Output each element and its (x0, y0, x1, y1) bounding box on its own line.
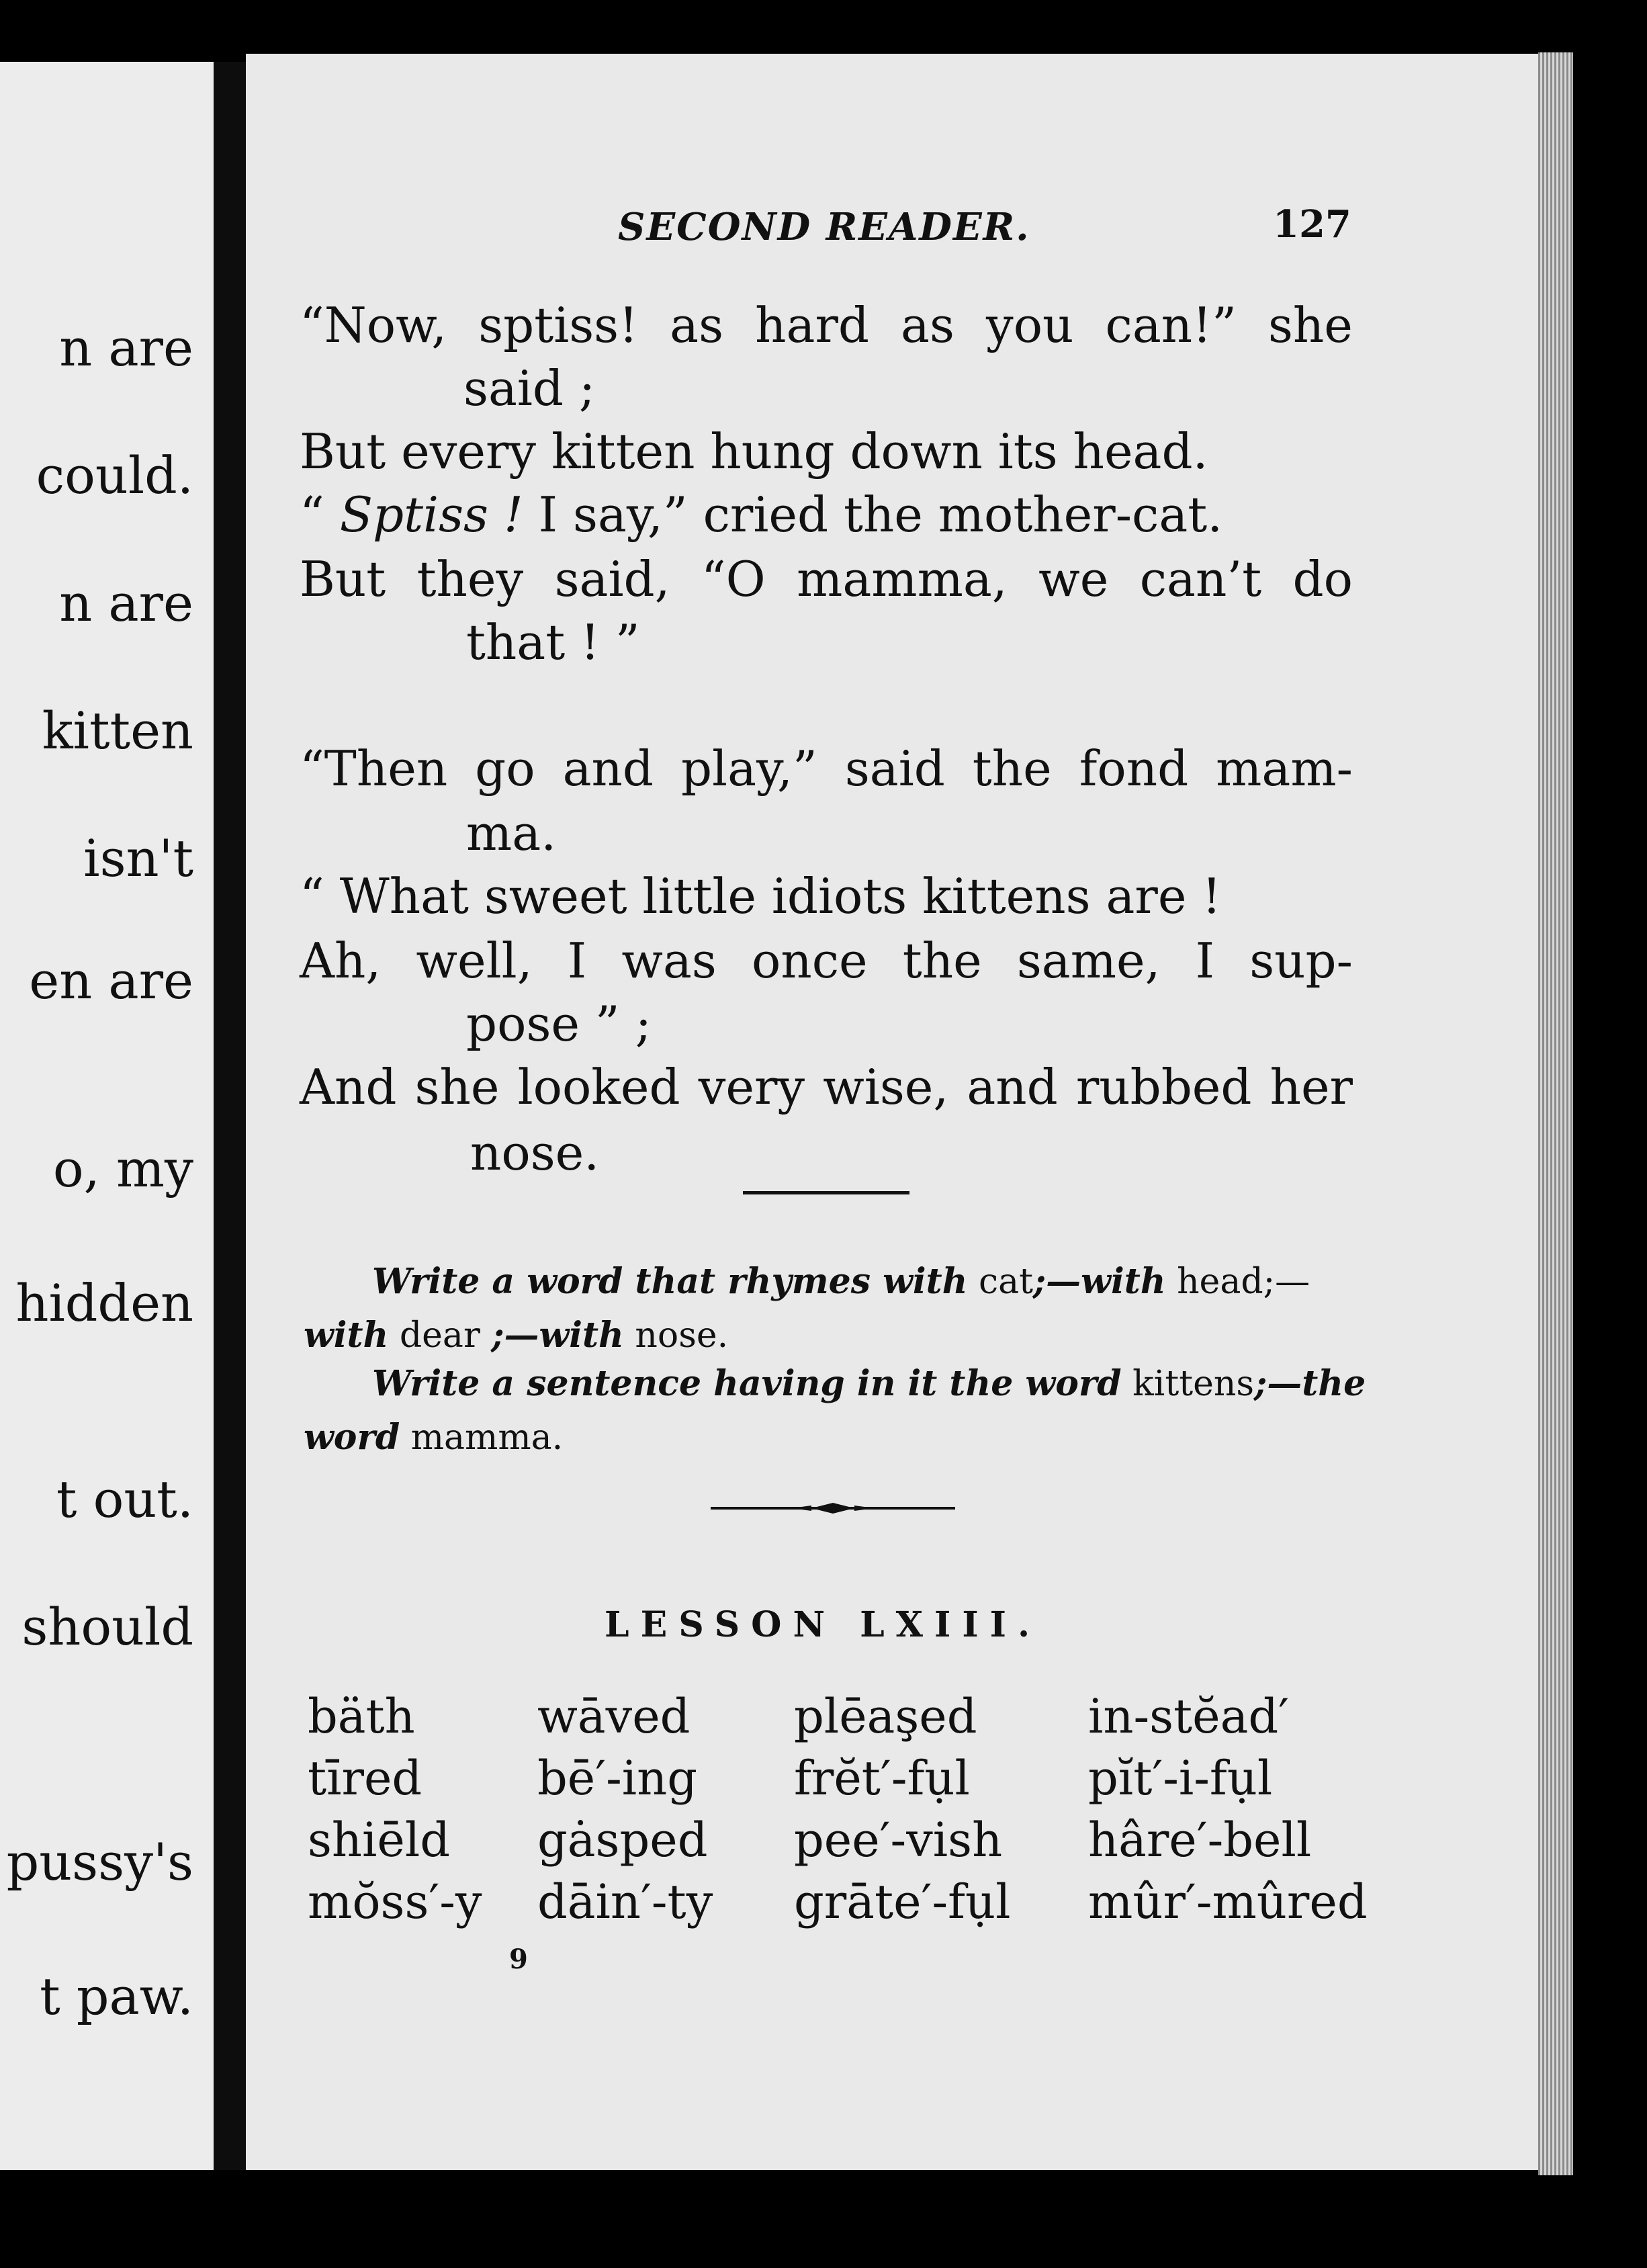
running-title: SECOND READER. (618, 205, 1030, 249)
exercise-line (304, 1261, 1358, 1302)
verse-word: once (751, 932, 868, 989)
section-divider (743, 1191, 909, 1194)
left-page-line: t paw. (40, 1966, 193, 2026)
verse-word: But (300, 551, 386, 607)
exercise-word: dear (399, 1315, 480, 1356)
left-page-line: t out. (56, 1469, 193, 1529)
exercise-connector: ;—with (491, 1315, 624, 1356)
verse-word: the (972, 740, 1052, 797)
spelling-word: pee′-vish (794, 1813, 1003, 1868)
left-page-line: could. (36, 445, 193, 505)
verse-line (300, 486, 1223, 543)
spelling-word: bäth (308, 1689, 415, 1744)
exercise-connector: word (304, 1417, 400, 1458)
verse-word: can!” (1105, 297, 1237, 353)
left-page-line: n are (59, 573, 193, 633)
verse-word: she (414, 1059, 500, 1115)
verse-word: looked (517, 1059, 680, 1115)
quote-mark: “ (300, 486, 340, 543)
verse-word: go (475, 740, 535, 797)
exercise-word: head (1177, 1262, 1263, 1302)
verse-word: same, (1016, 932, 1161, 989)
verse-word: sptiss! (478, 297, 639, 353)
verse-word: said, (554, 551, 670, 607)
verse-line: “ What sweet little idiots kittens are ! (300, 868, 1222, 924)
verse-word: do (1292, 551, 1353, 607)
verse-word: as (901, 297, 954, 353)
verse-line (300, 932, 1353, 989)
verse-word: can’t (1139, 551, 1262, 607)
spelling-word: bē′-ing (537, 1751, 698, 1806)
spelling-word: shiēld (308, 1813, 451, 1868)
spelling-word: mûr′-mûred (1088, 1874, 1368, 1929)
exercise-connector: ;—the (1254, 1363, 1366, 1404)
verse-word: her (1270, 1059, 1353, 1115)
verse-text: I say,” cried the mother-cat. (523, 486, 1223, 543)
spelling-word: in-stĕad′ (1088, 1689, 1290, 1744)
spelling-word: dāin′-ty (537, 1874, 713, 1929)
spelling-word: plēaşed (794, 1689, 977, 1744)
spelling-word: wāved (537, 1689, 691, 1744)
verse-word: sup- (1249, 932, 1353, 989)
verse-word: play,” (680, 740, 817, 797)
verse-word: you (986, 297, 1074, 353)
verse-word: mam- (1216, 740, 1353, 797)
left-page-line: o, my (52, 1139, 193, 1198)
spelling-word: frĕt′-fụl (794, 1751, 970, 1806)
left-page-line: n are (59, 318, 193, 378)
verse-line (300, 740, 1353, 797)
left-page-line: hidden (15, 1273, 193, 1333)
verse-line (300, 551, 1353, 607)
lesson-title: LESSON LXIII. (605, 1604, 1042, 1645)
verse-word: said (844, 740, 945, 797)
exercise-connector: with (304, 1315, 389, 1356)
exercise-dash: ;— (1263, 1262, 1310, 1302)
book-gutter (214, 62, 246, 2170)
verse-word: well, (416, 932, 533, 989)
spelling-word: hâre′-bell (1088, 1813, 1312, 1868)
left-page-line: pussy's (6, 1832, 193, 1892)
spelling-word: tīred (308, 1751, 422, 1806)
verse-word: fond (1079, 740, 1189, 797)
verse-line: pose ” ; (466, 996, 652, 1052)
verse-line: said ; (463, 360, 596, 417)
exercise-instruction: Write a sentence having in it the word (372, 1363, 1122, 1404)
exercise-word: mamma. (410, 1418, 564, 1458)
exercise-word: cat (978, 1262, 1033, 1302)
verse-word: was (621, 932, 717, 989)
verse-line (300, 297, 1353, 353)
verse-word: very (698, 1059, 805, 1115)
verse-word: “O (701, 551, 766, 607)
spelling-word: gȧsped (537, 1813, 708, 1868)
spelling-word: mŏss′-y (308, 1874, 482, 1929)
left-facing-page (0, 62, 214, 2170)
page-edge (1538, 52, 1573, 2175)
verse-word: and (967, 1059, 1058, 1115)
verse-word: mamma, (797, 551, 1008, 607)
left-page-line: isn't (83, 828, 193, 888)
verse-word: wise, (823, 1059, 949, 1115)
verse-line: ma. (466, 805, 557, 861)
verse-word: we (1038, 551, 1109, 607)
verse-word: and (562, 740, 654, 797)
left-page-line: en are (29, 951, 193, 1010)
verse-word: I (567, 932, 587, 989)
verse-line (300, 1059, 1353, 1115)
exercise-line (304, 1417, 564, 1458)
left-page-line: should (21, 1597, 193, 1657)
spelling-word: grāte′-fụl (794, 1874, 1011, 1929)
verse-word: the (902, 932, 982, 989)
verse-word: rubbed (1075, 1059, 1252, 1115)
verse-word: “Now, (300, 297, 447, 353)
verse-word: “Then (300, 740, 448, 797)
exercise-line (372, 1363, 1366, 1404)
spelling-word: pĭt′-i-fụl (1088, 1751, 1273, 1806)
emphasis-word: Sptiss ! (339, 486, 523, 543)
printer-signature-mark: 9 (509, 1944, 528, 1975)
exercise-connector: ;—with (1032, 1261, 1166, 1302)
exercise-word: kittens (1132, 1364, 1255, 1404)
verse-word: I (1195, 932, 1215, 989)
verse-word: And (300, 1059, 397, 1115)
verse-line: nose. (470, 1125, 600, 1181)
page-number: 127 (1273, 202, 1351, 247)
exercise-instruction: Write a word that rhymes with (372, 1261, 968, 1302)
verse-line: that ! ” (466, 614, 640, 670)
verse-word: as (670, 297, 724, 353)
exercise-word: nose. (635, 1315, 729, 1356)
verse-word: they (416, 551, 524, 607)
verse-word: hard (755, 297, 869, 353)
verse-line: But every kitten hung down its head. (300, 423, 1208, 480)
exercise-line (304, 1315, 729, 1356)
ornament-divider (711, 1498, 955, 1518)
verse-word: Ah, (300, 932, 382, 989)
left-page-line: kitten (42, 701, 193, 760)
verse-word: she (1267, 297, 1353, 353)
